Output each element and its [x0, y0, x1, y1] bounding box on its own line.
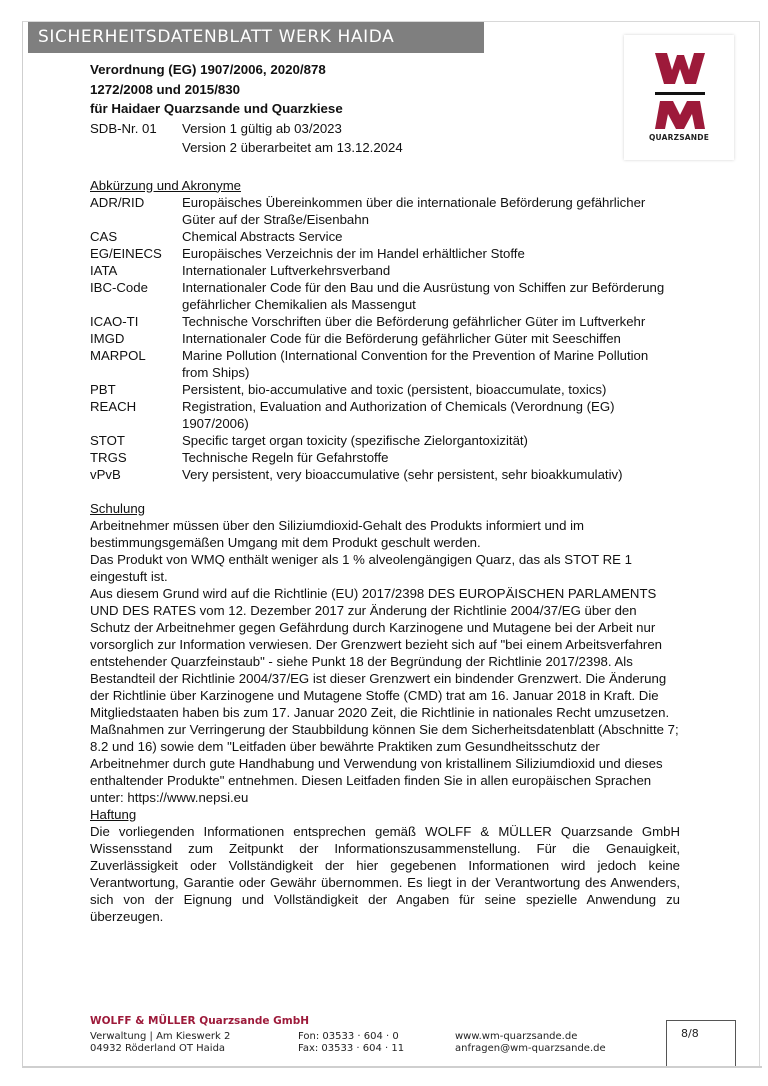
training-paragraph: Arbeitnehmer müssen über den Siliziumdioxid-Gehalt des Produkts informiert und im bestimmungsgemäßen Umgang mit dem Produkt geschult werden.: [90, 517, 585, 550]
abbreviation-value: Registration, Evaluation and Authorization of Chemicals (Verordnung (EG) 1907/2006): [182, 398, 615, 431]
abbreviation-value: Internationaler Luftverkehrsverband: [182, 262, 391, 278]
page-number: 8/8: [666, 1020, 736, 1066]
abbreviation-key: IATA: [90, 262, 118, 278]
abbreviation-value: Technische Regeln für Gefahrstoffe: [182, 449, 389, 465]
abbreviation-row: [90, 466, 680, 483]
abbreviation-key: vPvB: [90, 466, 121, 482]
footer-phone: Fon: 03533 · 604 · 0: [298, 1031, 399, 1042]
abbreviation-key: IBC-Code: [90, 279, 148, 295]
abbreviation-value: Internationaler Code für den Bau und die Ausrüstung von Schiffen zur Beförderung gefährlicher Chemikalien als Massengut: [182, 279, 665, 312]
abbreviation-row: [90, 330, 680, 347]
abbreviation-value: Persistent, bio-accumulative and toxic (persistent, bioaccumulate, toxics): [182, 381, 607, 397]
abbreviation-value: Very persistent, very bioaccumulative (sehr persistent, sehr bioakkumulativ): [182, 466, 623, 482]
version-1: Version 1 gültig ab 03/2023: [182, 120, 342, 136]
regulation-title-2: 1272/2008 und 2015/830: [90, 81, 241, 97]
training-paragraph: Das Produkt von WMQ enthält weniger als 1 % alveolengängigen Quarz, das als STOT RE 1 eingestuft ist.: [90, 551, 632, 584]
training-heading: Schulung: [90, 500, 145, 516]
abbreviation-key: IMGD: [90, 330, 125, 346]
abbreviation-key: CAS: [90, 228, 118, 244]
page-footer: [90, 1015, 690, 1055]
footer-website-link[interactable]: www.wm-quarzsande.de: [455, 1031, 578, 1042]
abbreviation-key: TRGS: [90, 449, 127, 465]
abbreviation-row: [90, 432, 680, 449]
abbreviation-key: STOT: [90, 432, 125, 448]
abbreviation-row: [90, 381, 680, 398]
abbreviation-key: ADR/RID: [90, 194, 145, 210]
product-title: für Haidaer Quarzsande und Quarzkiese: [90, 101, 343, 116]
abbreviation-value: Marine Pollution (International Convention for the Prevention of Marine Pollution from Ships): [182, 347, 649, 380]
version-row-1: [90, 119, 680, 138]
regulation-title-1: Verordnung (EG) 1907/2006, 2020/878: [90, 62, 326, 77]
abbreviation-value: Europäisches Übereinkommen über die internationale Beförderung gefährlicher Güter auf der Straße/Eisenbahn: [182, 194, 646, 227]
abbreviation-row: [90, 262, 680, 279]
footer-email-link[interactable]: anfragen@wm-quarzsande.de: [455, 1043, 606, 1054]
footer-company-name: WOLFF & MÜLLER Quarzsande GmbH: [90, 1015, 310, 1027]
footer-divider: [22, 1066, 762, 1068]
liability-heading: Haftung: [90, 806, 137, 822]
footer-contact-numbers: [298, 1031, 455, 1055]
version-2: Version 2 überarbeitet am 13.12.2024: [182, 139, 403, 155]
abbreviation-key: PBT: [90, 381, 116, 397]
abbreviation-value: Internationaler Code für die Beförderung gefährlicher Güter mit Seeschiffen: [182, 330, 621, 346]
abbreviation-value: Chemical Abstracts Service: [182, 228, 343, 244]
abbreviation-value: Technische Vorschriften über die Beförderung gefährlicher Güter im Luftverkehr: [182, 313, 646, 329]
abbreviation-row: [90, 313, 680, 330]
abbreviations-list: [90, 194, 680, 483]
document-body: [90, 60, 680, 925]
document-header-title: SICHERHEITSDATENBLATT WERK HAIDA: [28, 22, 484, 53]
abbreviation-row: [90, 398, 680, 432]
logo-caption: QUARZSANDE: [648, 133, 710, 142]
liability-paragraph: Die vorliegenden Informationen entsprechen gemäß WOLFF & MÜLLER Quarzsande GmbH Wissensstand zum Zeitpunkt der Informationszusammenstellung. Für die Genauigkeit, Zuverlässigkeit oder Vollständigkeit der hier gegebenen Informationen wird jedoch keine Verantwortung, Garantie oder Gewähr übernommen. Es liegt in der Verantwortung des Anwenders, sich von der Eignung und Vollständigkeit der Angaben für seine spezielle Anwendung zu überzeugen.: [90, 823, 680, 924]
footer-fax: Fax: 03533 · 604 · 11: [298, 1043, 405, 1054]
training-paragraph: Aus diesem Grund wird auf die Richtlinie (EU) 2017/2398 DES EUROPÄISCHEN PARLAMENTS UND DES RATES vom 12. Dezember 2017 zur Änderung der Richtlinie 2004/37/EG über den Schutz der Arbeitnehmer gegen Gefährdung durch Karzinogene und Mutagene bei der Arbeit nur vorsorglich zur Information verwiesen. Der Grenzwert bezieht sich auf "bei einem Arbeitsverfahren entstehender Quarzfeinstaub" - siehe Punkt 18 der Begründung der Richtlinie 2017/2398. Als Bestandteil der Richtlinie 2004/37/EG ist dieser Grenzwert ein bindender Grenzwert. Die Änderung der Richtlinie über Karzinogene und Mutagene Stoffe (CMD) trat am 16. Januar 2018 in Kraft. Die Mitgliedstaaten haben bis zum 17. Januar 2020 Zeit, die Richtlinie in nationales Recht umzusetzen. Maßnahmen zur Verringerung der Staubbildung können Sie dem Sicherheitsdatenblatt (Abschnitte 7; 8.2 und 16) sowie dem "Leitfaden über bewährte Praktiken zum Gesundheitsschutz der Arbeitnehmer durch gute Handhabung und Verwendung von kristallinem Siliziumdioxid und dieses enthaltender Produkte" entnehmen. Diesen Leitfaden finden Sie in allen europäischen Sprachen unter: https://www.nepsi.eu: [90, 585, 679, 805]
abbreviation-value: Specific target organ toxicity (spezifische Zielorgantoxizität): [182, 432, 528, 448]
version-row-2: [90, 138, 680, 157]
abbreviation-key: REACH: [90, 398, 137, 414]
abbreviation-row: [90, 194, 680, 228]
abbreviation-value: Europäisches Verzeichnis der im Handel erhältlicher Stoffe: [182, 245, 525, 261]
abbreviation-key: MARPOL: [90, 347, 146, 363]
abbreviation-row: [90, 279, 680, 313]
abbreviation-key: EG/EINECS: [90, 245, 162, 261]
sdb-number: SDB-Nr. 01: [90, 120, 157, 136]
abbreviation-row: [90, 228, 680, 245]
abbreviations-heading: Abkürzung und Akronyme: [90, 177, 242, 193]
footer-address-line-1: Verwaltung | Am Kieswerk 2: [90, 1031, 231, 1042]
abbreviation-row: [90, 347, 680, 381]
footer-address: [90, 1031, 298, 1055]
abbreviation-row: [90, 449, 680, 466]
footer-address-line-2: 04932 Röderland OT Haida: [90, 1043, 226, 1054]
abbreviation-row: [90, 245, 680, 262]
footer-web-contact: [455, 1031, 655, 1055]
abbreviation-key: ICAO-TI: [90, 313, 139, 329]
